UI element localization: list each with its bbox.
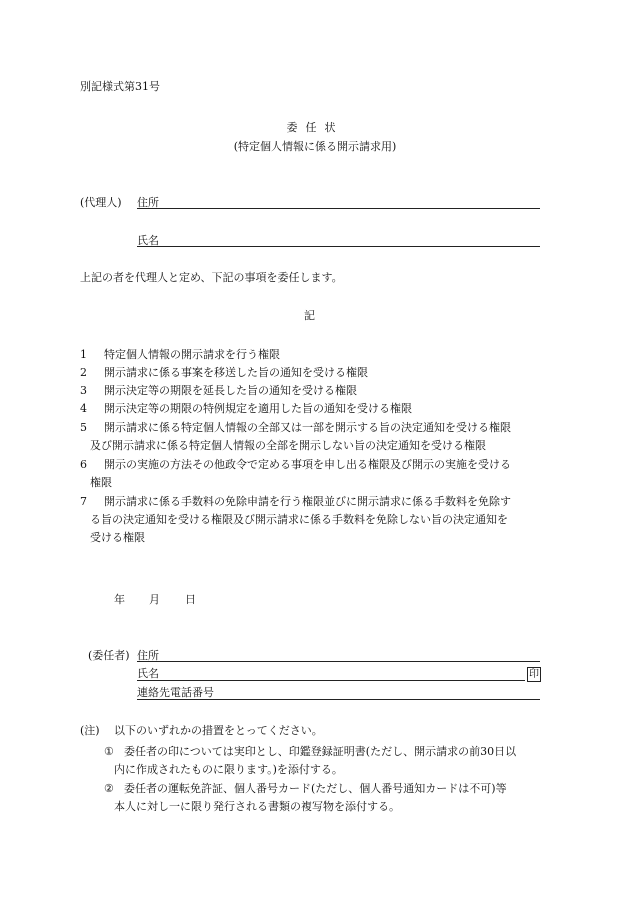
principal-address-label: 住所 (137, 649, 159, 662)
note-text-continued: 本人に対し一に限り発行される書類の複写物を添付する。 (114, 800, 400, 813)
item-text-continued: 権限 (90, 476, 112, 489)
item-text: 開示請求に係る特定個人情報の全部又は一部を開示する旨の決定通知を受ける権限 (104, 421, 511, 434)
item-number: 2 (80, 366, 87, 379)
note-intro: 以下のいずれかの措置をとってください。 (114, 724, 323, 737)
seal-mark: 印 (529, 669, 539, 680)
item-text: 開示の実施の方法その他政令で定める事項を申し出る権限及び開示の実施を受ける (104, 458, 511, 471)
note-text-continued: 内に作成されたものに限ります。)を添付する。 (114, 763, 343, 776)
agent-address-line[interactable] (137, 208, 540, 209)
note-mark: ② (104, 782, 114, 795)
item-number: 6 (80, 458, 87, 471)
item-number: 5 (80, 421, 87, 434)
agent-name-line[interactable] (137, 246, 540, 247)
item-text: 開示請求に係る手数料の免除申請を行う権限並びに開示請求に係る手数料を免除す (104, 495, 511, 508)
item-text: 開示決定等の期限の特例規定を適用した旨の通知を受ける権限 (104, 402, 412, 415)
item-number: 7 (80, 495, 87, 508)
item-number: 4 (80, 402, 87, 415)
principal-phone-label: 連絡先電話番号 (137, 686, 214, 699)
item-text-continued: る旨の決定通知を受ける権限及び開示請求に係る手数料を免除しない旨の決定通知を (90, 513, 508, 526)
item-text-continued: 及び開示請求に係る特定個人情報の全部を開示しない旨の決定通知を受ける権限 (90, 439, 486, 452)
date-year[interactable]: 年 (114, 593, 125, 606)
ki-heading: 記 (304, 309, 315, 322)
form-number: 別記様式第31号 (80, 80, 160, 93)
agent-address-label: 住所 (137, 196, 159, 209)
item-number: 3 (80, 384, 87, 397)
date-month[interactable]: 月 (149, 593, 160, 606)
agent-name-label: 氏名 (137, 234, 159, 247)
note-mark: ① (104, 745, 114, 758)
principal-address-line[interactable] (137, 661, 540, 662)
item-number: 1 (80, 348, 87, 361)
note-text: 委任者の運転免許証、個人番号カード(ただし、個人番号通知カードは不可)等 (124, 782, 507, 795)
agent-label: (代理人) (80, 196, 122, 209)
date-day[interactable]: 日 (185, 593, 196, 606)
item-text: 開示決定等の期限を延長した旨の通知を受ける権限 (104, 384, 357, 397)
principal-name-label: 氏名 (137, 667, 159, 680)
item-text-continued-2: 受ける権限 (90, 531, 145, 544)
note-label: (注) (80, 724, 100, 737)
item-text: 開示請求に係る事案を移送した旨の通知を受ける権限 (104, 366, 368, 379)
document-subtitle: (特定個人情報に係る開示請求用) (233, 140, 397, 153)
delegation-text: 上記の者を代理人と定め、下記の事項を委任します。 (80, 271, 343, 284)
principal-label: (委任者) (88, 649, 130, 662)
note-text: 委任者の印については実印とし、印鑑登録証明書(ただし、開示請求の前30日以 (124, 745, 517, 758)
document-title: 委任状 (286, 121, 344, 134)
principal-phone-line[interactable] (137, 699, 540, 700)
principal-name-line[interactable] (137, 680, 525, 681)
item-text: 特定個人情報の開示請求を行う権限 (104, 348, 280, 361)
